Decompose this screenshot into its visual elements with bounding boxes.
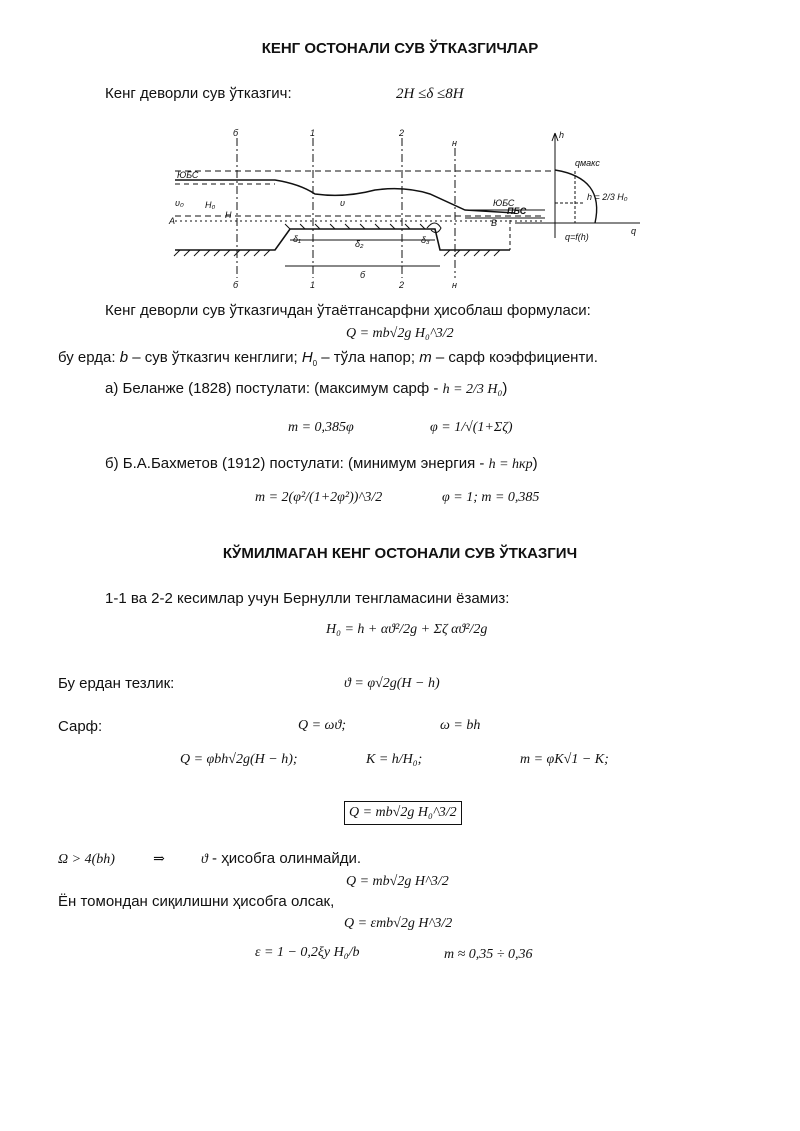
page-title: КЕНГ ОСТОНАЛИ СУВ ЎТКАЗГИЧЛАР bbox=[261, 40, 539, 57]
bakhmetev-m: m = 2(φ²/(1+2φ²))^3/2 bbox=[255, 490, 383, 505]
svg-text:н: н bbox=[452, 280, 457, 288]
omega-line: Ω > 4(bh) ⇒ ϑ - ҳисобга олинмайди. bbox=[58, 850, 362, 867]
svg-text:ЮБС: ЮБС bbox=[177, 170, 199, 180]
weir-diagram bbox=[165, 128, 645, 288]
svg-text:δ₁: δ₁ bbox=[293, 234, 301, 244]
svg-text:h: h bbox=[559, 130, 565, 140]
velocity-expr: ϑ = φ√2g(H − h) bbox=[344, 676, 440, 691]
section-title: КЎМИЛМАГАН КЕНГ ОСТОНАЛИ СУВ ЎТКАЗГИЧ bbox=[222, 545, 578, 562]
svg-text:q=f(h): q=f(h) bbox=[565, 232, 589, 242]
q-eps: Q = εmb√2g H^3/2 bbox=[344, 916, 453, 931]
svg-text:2: 2 bbox=[399, 128, 405, 138]
wall-label: Кенг деворли сув ўтказгич: bbox=[105, 85, 292, 102]
svg-text:ЮБС: ЮБС bbox=[493, 198, 515, 208]
flow-q: Q = ωϑ; bbox=[298, 718, 346, 733]
belanger-phi: φ = 1/√(1+Σζ) bbox=[430, 420, 513, 435]
wall-range: 2H ≤δ ≤8H bbox=[396, 86, 464, 102]
svg-text:q: q bbox=[631, 226, 637, 236]
svg-text:qмакс: qмакс bbox=[575, 158, 600, 168]
bernoulli-expr: H₀ = h + αϑ²/2g + Σζ αϑ²/2g bbox=[326, 622, 488, 637]
bakhmetev-phi: φ = 1; m = 0,385 bbox=[442, 490, 540, 505]
svg-text:ПБС: ПБС bbox=[507, 206, 527, 216]
lateral-text: Ён томондан сиқилишни ҳисобга олсак, bbox=[58, 893, 335, 910]
flow-m: m = φK√1 − K; bbox=[520, 752, 609, 767]
svg-text:1: 1 bbox=[310, 280, 316, 288]
svg-text:A: A bbox=[169, 216, 176, 226]
formula-intro: Кенг деворли сув ўтказгичдан ўтаётгансарфни ҳисоблаш формуласи: bbox=[105, 302, 591, 319]
svg-text:h = 2/3 H₀: h = 2/3 H₀ bbox=[587, 192, 628, 202]
svg-text:б: б bbox=[233, 128, 239, 138]
formula-main: Q = mb√2g H₀^3/2 bbox=[346, 326, 454, 341]
flow-q2: Q = φbh√2g(H − h); bbox=[180, 752, 298, 767]
svg-text:б: б bbox=[360, 270, 366, 280]
svg-text:δ₃: δ₃ bbox=[421, 235, 430, 245]
svg-text:н: н bbox=[452, 138, 457, 148]
q-after: Q = mb√2g H^3/2 bbox=[346, 874, 449, 889]
svg-text:H₀: H₀ bbox=[205, 200, 216, 210]
flow-k: K = h/H₀; bbox=[366, 752, 423, 767]
belanger-line: а) Беланже (1828) постулати: (максимум сарф - h = 2/3 H₀) bbox=[105, 380, 508, 397]
svg-text:1: 1 bbox=[310, 128, 316, 138]
flow-label: Сарф: bbox=[58, 718, 103, 735]
bernoulli-text: 1-1 ва 2-2 кесимлар учун Бернулли тенгламасини ёзамиз: bbox=[105, 590, 510, 607]
svg-text:H: H bbox=[225, 210, 232, 220]
velocity-label: Бу ердан тезлик: bbox=[58, 675, 175, 692]
eps-expr: ε = 1 − 0,2ξy H₀/b bbox=[255, 945, 360, 960]
svg-text:б: б bbox=[233, 280, 239, 288]
svg-text:B: B bbox=[491, 218, 498, 228]
svg-text:υ₀: υ₀ bbox=[175, 198, 184, 208]
svg-text:υ: υ bbox=[340, 198, 345, 208]
svg-text:δ₂: δ₂ bbox=[355, 239, 364, 249]
svg-text:2: 2 bbox=[399, 280, 405, 288]
flow-boxed: Q = mb√2g H₀^3/2 bbox=[344, 801, 462, 825]
where-line: бу ерда: b – сув ўтказгич кенглиги; $H_0$ – тўла напор; m – сарф коэффициенти. bbox=[58, 349, 598, 368]
flow-omega: ω = bh bbox=[440, 718, 481, 733]
m-range: m ≈ 0,35 ÷ 0,36 bbox=[444, 947, 533, 962]
bakhmetev-line: б) Б.А.Бахметов (1912) постулати: (минимум энергия - h = hкр) bbox=[105, 455, 538, 472]
belanger-m: m = 0,385φ bbox=[288, 420, 354, 435]
